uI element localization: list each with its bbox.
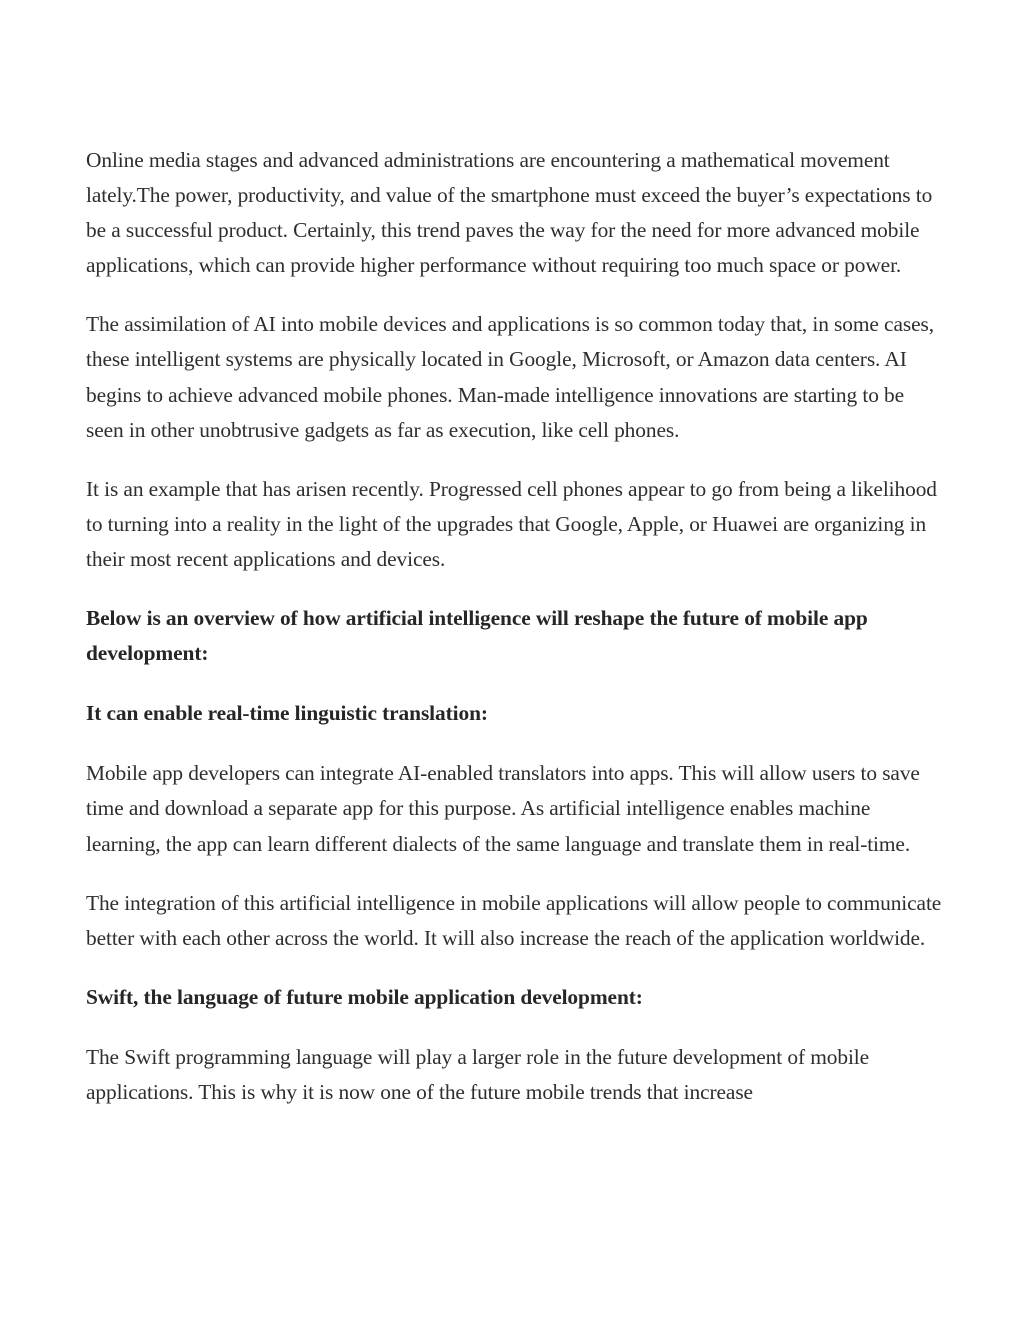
translation-paragraph: Mobile app developers can integrate AI-enabled translators into apps. This will allow users to save time and download a separate app for this purpose. As artificial intelligence enables machine learning, the app can learn different dialects of the same language and translate them in real-time. <box>86 761 920 856</box>
integration-paragraph: The integration of this artificial intelligence in mobile applications will allow people to communicate better with each other across the world. It will also increase the reach of the application worldwide. <box>86 890 942 950</box>
swift-paragraph: The Swift programming language will play a larger role in the future development of mobile applications. This is why it is now one of the future mobile trends that increase <box>86 1044 870 1104</box>
translation-heading: It can enable real-time linguistic translation: <box>86 701 488 726</box>
overview-heading: Below is an overview of how artificial intelligence will reshape the future of mobile app development: <box>86 606 868 666</box>
document-page <box>86 143 946 1134</box>
recent-example-paragraph: It is an example that has arisen recently. Progressed cell phones appear to go from being a likelihood to turning into a reality in the light of the upgrades that Google, Apple, or Huawei are organizing in their most recent applications and devices. <box>86 476 937 571</box>
intro-paragraph: Online media stages and advanced administrations are encountering a mathematical movement lately.The power, productivity, and value of the smartphone must exceed the buyer’s expectations to be a successful product. Certainly, this trend paves the way for the need for more advanced mobile applications, which can provide higher performance without requiring too much space or power. <box>86 148 933 278</box>
ai-assimilation-paragraph: The assimilation of AI into mobile devices and applications is so common today that, in some cases, these intelligent systems are physically located in Google, Microsoft, or Amazon data centers. AI begins to achieve advanced mobile phones. Man-made intelligence innovations are starting to be seen in other unobtrusive gadgets as far as execution, like cell phones. <box>86 312 934 442</box>
swift-heading: Swift, the language of future mobile application development: <box>86 984 643 1009</box>
